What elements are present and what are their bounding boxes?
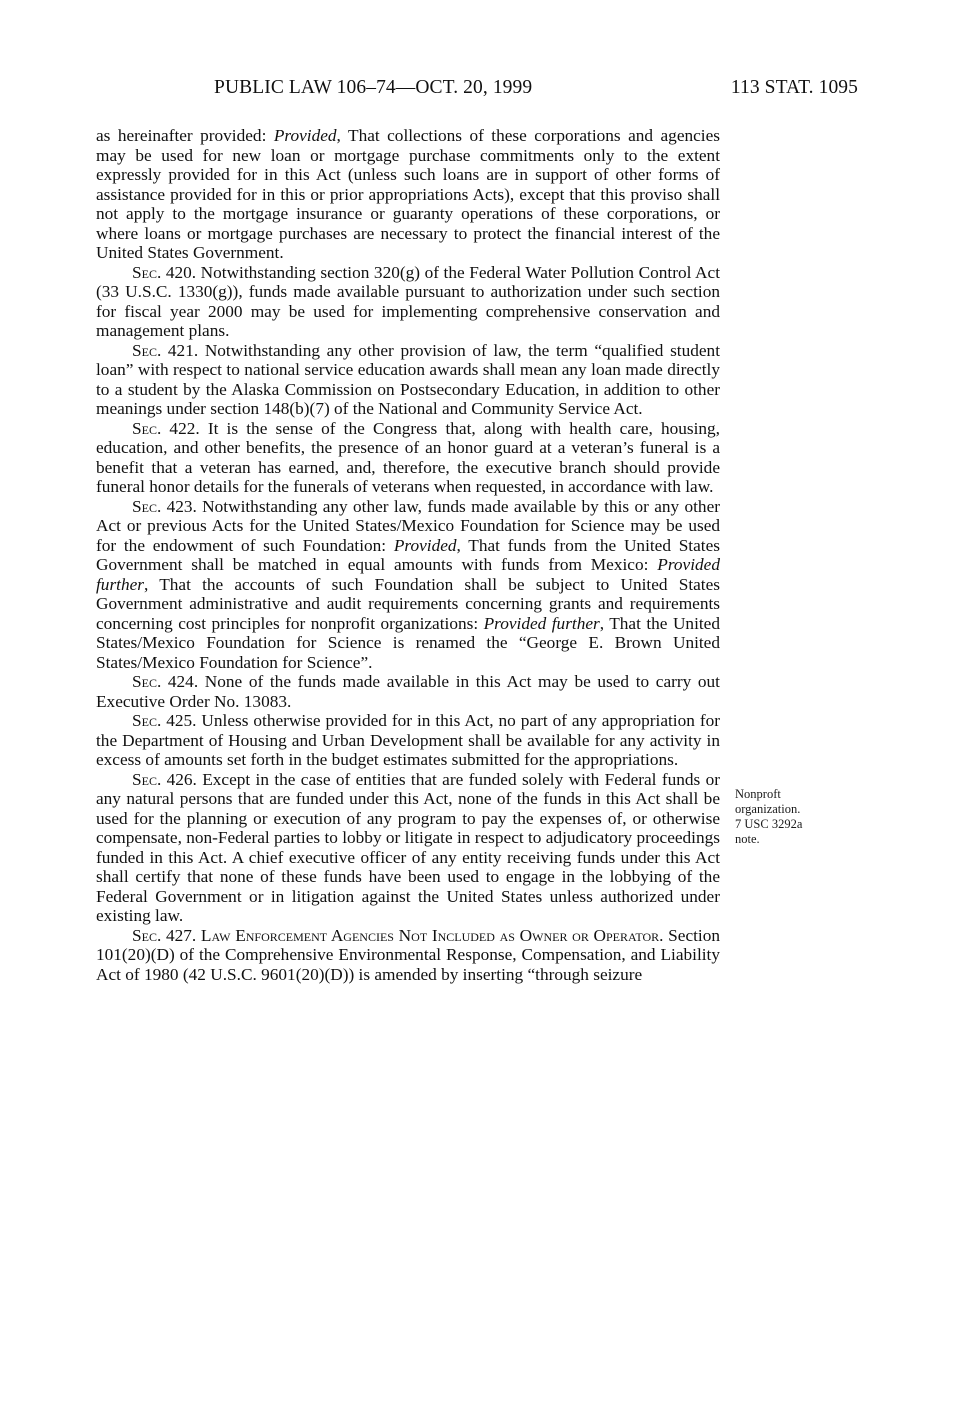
proviso-italic: Provided	[393, 535, 457, 555]
section-label: Sec.	[132, 769, 162, 789]
margin-note	[735, 787, 845, 847]
proviso-italic: Provided	[273, 126, 337, 145]
header-stat-page: 113 STAT. 1095	[730, 77, 858, 98]
section-423: Sec. 423. Notwithstanding any other law, funds made available by this or any other Act or previous Acts for the United States/Mexico Foundation for Science may be used for the endowment of such Foundation: Provided, That funds from the United States Government shall be matched in equal amounts with funds from Mexico: Provided further, That the accounts of such Foundation shall be subject to United States Government administrative and audit requirements concerning grants and requirements concerning cost principles for nonprofit organizations: Provided further, That the United States/Mexico Foundation for Science is renamed the “George E. Brown United States/Mexico Foundation for Science”.	[96, 496, 720, 672]
proviso-italic: Provided further	[96, 555, 720, 594]
body-text	[96, 126, 720, 984]
section-426: Sec. 426. Except in the case of entities that are funded solely with Federal funds or any natural persons that are funded under this Act, none of the funds in this Act shall be used for the planning or execution of any program to pay the expenses of, or otherwise compensate, non-Federal parties to lobby or litigate in respect to adjudicatory proceedings funded in this Act. A chief executive officer of any entity receiving funds under this Act shall certify that none of these funds have been used to engage in the lobbying of the Federal Government or in litigation against the United States unless authorized under existing law.	[96, 769, 720, 925]
section-424: Sec. 424. None of the funds made available in this Act may be used to carry out Executive Order No. 13083.	[96, 672, 720, 711]
margin-note-line: note.	[735, 832, 760, 846]
section-421: Sec. 421. Notwithstanding any other provision of law, the term “qualified student loan” with respect to national service education awards shall mean any loan made directly to a student by the Alaska Commission on Postsecondary Education, in addition to other meanings under section 148(b)(7) of the National and Community Service Act.	[96, 340, 720, 418]
margin-note-line: organization.	[735, 802, 801, 816]
section-420: Sec. 420. Notwithstanding section 320(g) of the Federal Water Pollution Control Act (33 U.S.C. 1330(g)), funds made available pursuant to authorization under such section for fiscal year 2000 may be used for implementing comprehensive conservation and management plans.	[96, 262, 720, 340]
section-427: Sec. 427. Law Enforcement Agencies Not Included as Owner or Operator. Section 101(20)(D) of the Comprehensive Environmental Response, Compensation, and Liability Act of 1980 (42 U.S.C. 9601(20)(D)) is amended by inserting “through seizure	[96, 925, 721, 984]
header-citation: PUBLIC LAW 106–74—OCT. 20, 1999	[214, 77, 533, 98]
proviso-italic: Provided further	[483, 613, 600, 633]
section-label: Sec.	[132, 262, 162, 282]
section-422: Sec. 422. It is the sense of the Congress that, along with health care, housing, education, and other benefits, the presence of an honor guard at a veteran’s funeral is a benefit that a veteran has earned, and, therefore, the executive branch should provide funeral honor details for the funerals of veterans when requested, in accordance with law.	[96, 418, 720, 496]
section-425: Sec. 425. Unless otherwise provided for in this Act, no part of any appropriation for the Department of Housing and Urban Development shall be available for any activity in excess of amounts set forth in the budget estimates submitted for the appropriations.	[96, 711, 720, 769]
section-label: Sec.	[132, 711, 162, 730]
section-title: Law Enforcement Agencies Not Included as Owner or Operator.	[200, 925, 664, 945]
running-head	[0, 76, 953, 100]
margin-note-line: Nonproft	[735, 787, 781, 801]
margin-note-line: 7 USC 3292a	[735, 817, 803, 831]
section-label: Sec.	[132, 496, 162, 516]
section-label: Sec.	[132, 925, 162, 945]
section-label: Sec.	[132, 418, 162, 438]
section-label: Sec.	[132, 672, 162, 691]
section-label: Sec.	[132, 340, 162, 360]
paragraph-continued: as hereinafter provided: Provided, That collections of these corporations and agencies may be used for new loan or mortgage purchase commitments only to the extent expressly provided for in this Act (unless such loans are in support of other forms of assistance provided for in this or prior appropriations Acts), except that this proviso shall not apply to the mortgage insurance or guaranty operations of these corporations, or where loans or mortgage purchases are necessary to protect the financial interest of the United States Government.	[96, 126, 720, 262]
